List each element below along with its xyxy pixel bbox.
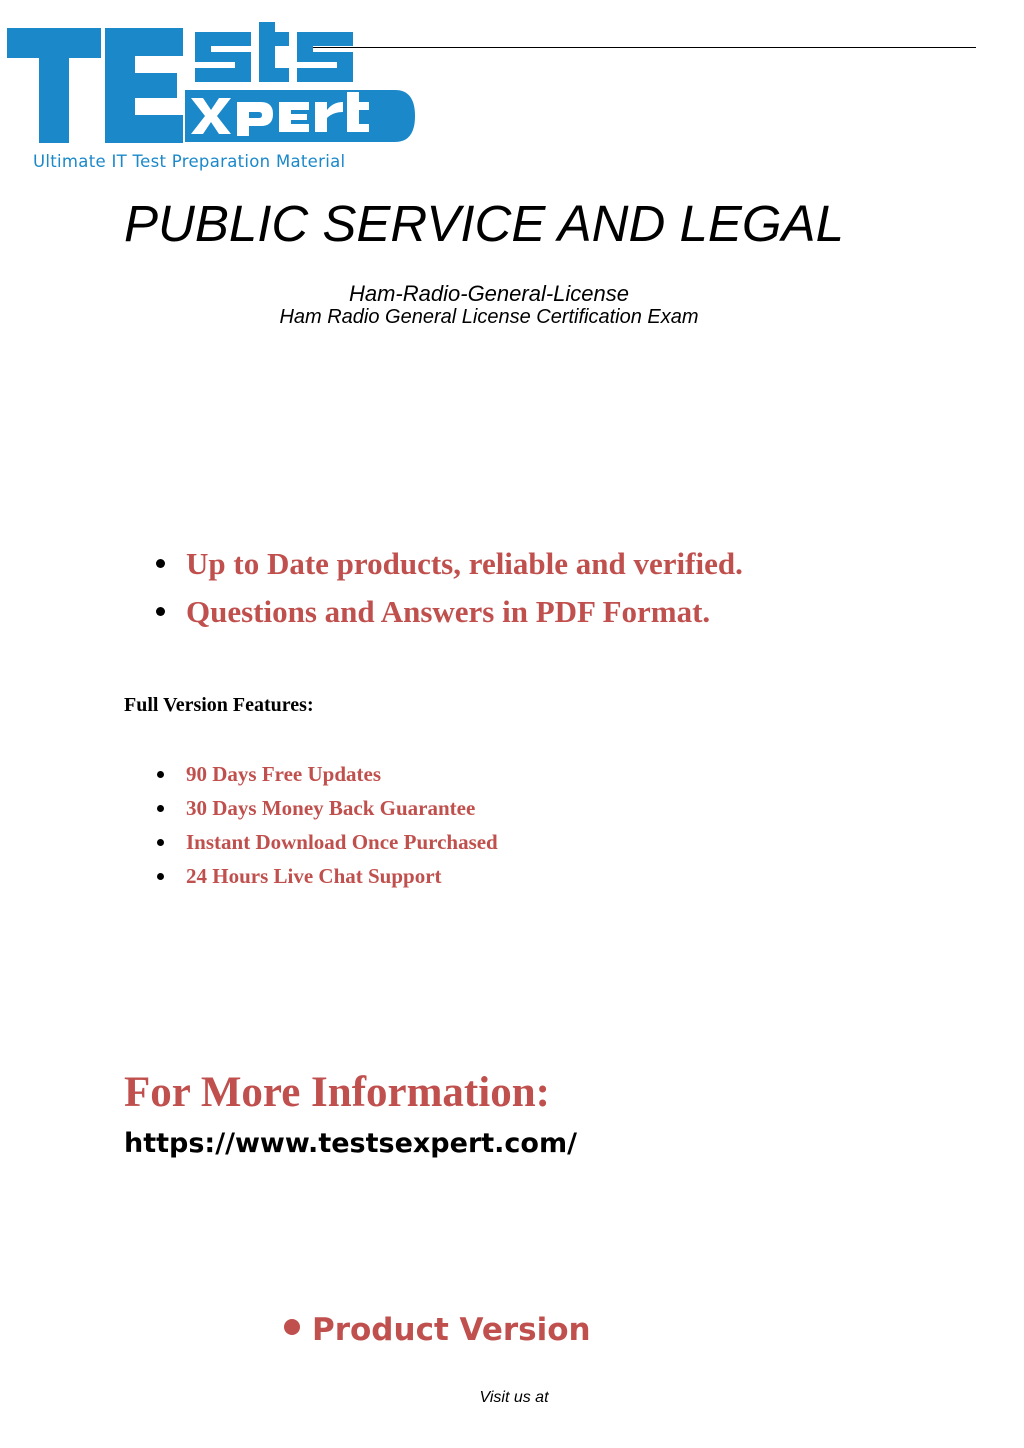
highlights-list [156,540,743,636]
highlight-item: Questions and Answers in PDF Format. [156,588,743,636]
feature-item: 30 Days Money Back Guarantee [156,791,498,825]
logo-tagline: Ultimate IT Test Preparation Material [33,152,346,171]
website-link[interactable]: https://www.testsexpert.com/ [124,1128,577,1159]
bullet-icon [156,559,165,568]
feature-item: Instant Download Once Purchased [156,825,498,859]
exam-code: Ham-Radio-General-License [348,281,629,306]
feature-item: 24 Hours Live Chat Support [156,859,498,893]
features-heading: Full Version Features: [124,694,314,716]
bullet-icon [157,805,164,812]
exam-name: Ham Radio General License Certification Exam [279,306,699,328]
logo-letter-t [7,28,101,143]
features-list [156,757,498,893]
bullet-icon [157,839,164,846]
highlight-item: Up to Date products, reliable and verified. [156,540,743,588]
feature-item: 90 Days Free Updates [156,757,498,791]
page-title: PUBLIC SERVICE AND LEGAL [124,195,844,252]
logo-letter-e [105,28,183,143]
bullet-icon [156,607,165,616]
product-version-label: Product Version [312,1312,591,1348]
more-info-heading: For More Information: [124,1069,550,1116]
visit-label: Visit us at [479,1389,549,1406]
product-version [284,1312,591,1348]
logo-sts [195,22,353,82]
bullet-icon [284,1319,300,1335]
bullet-icon [157,873,164,880]
bullet-icon [157,771,164,778]
